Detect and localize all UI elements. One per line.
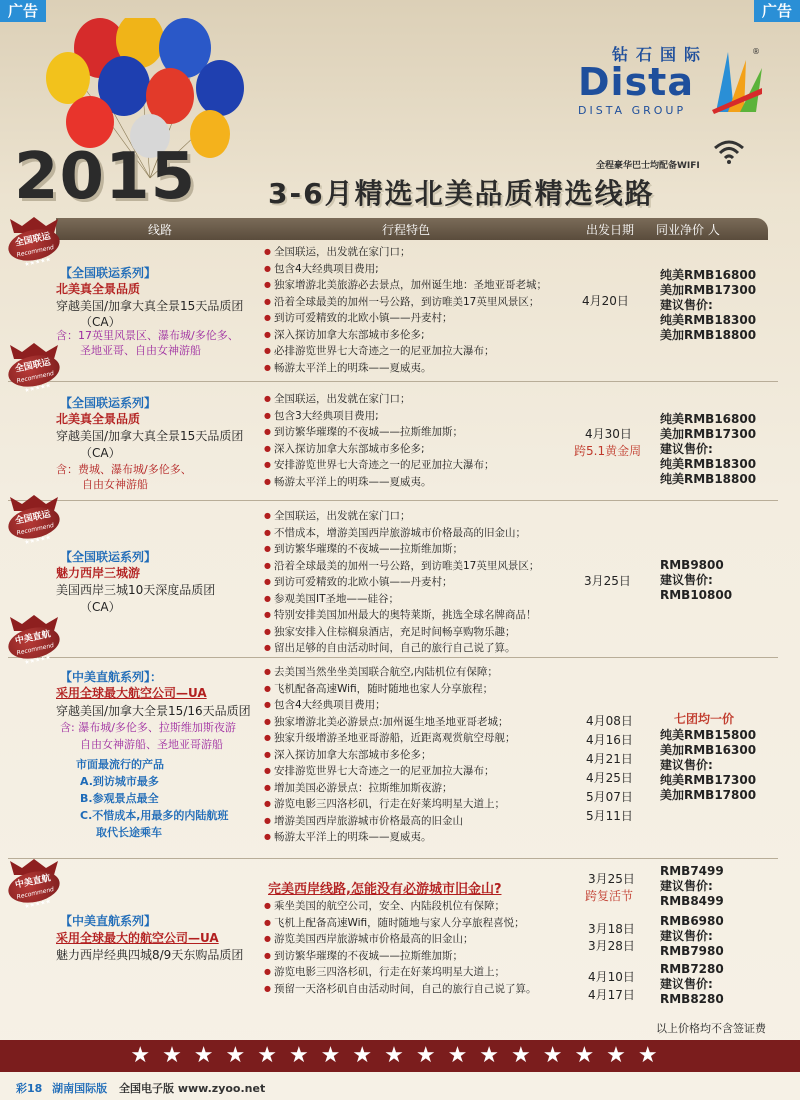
list-item: ● 独家安排入住棕榈泉酒店，充足时间畅享购物乐趣； <box>264 624 539 641</box>
price-line: RMB6980 <box>660 914 724 928</box>
product-name: 北美真全景品质 <box>56 282 141 296</box>
price-line: RMB8499 <box>660 894 724 908</box>
price-block <box>660 558 732 603</box>
list-item: ● 沿着全球最美的加州一号公路，到访唯美17英里风景区； <box>264 558 539 575</box>
badge-national-2 <box>8 342 60 395</box>
list-item: ● 预留一天洛杉矶自由活动时间，自己的旅行自己说了算。 <box>264 981 536 998</box>
price-line: 建议售价: <box>660 298 713 312</box>
list-item: ● 乘坐美国的航空公司，安全、内陆段机位有保障； <box>264 898 536 915</box>
list-item: ● 增加美国必游景点：拉斯维加斯夜游； <box>264 780 515 797</box>
included-items-2: 圣地亚哥、自由女神游船 <box>80 344 201 357</box>
site-link[interactable]: 全国电子版 www.zyoo.net <box>119 1082 266 1095</box>
price-block <box>660 728 756 803</box>
included-items: 含：17英里风景区、瀑布城/多伦多、 <box>56 329 239 342</box>
market-line: 市面最流行的产品 <box>76 758 164 771</box>
list-item: ● 深入探访加拿大东部城市多伦多; <box>264 441 494 458</box>
price-line: 建议售价: <box>660 442 713 456</box>
badge-stars: ★★★★★ <box>23 897 52 911</box>
year-title: 2015 <box>14 140 197 214</box>
date-line: 5月07日 <box>586 790 633 804</box>
list-item: ● 到访繁华璀璨的不夜城——拉斯维加斯； <box>264 541 539 558</box>
list-item: ● 留出足够的自由活动时间，自己的旅行自己说了算。 <box>264 640 539 657</box>
col-itinerary: 行程特色 <box>382 223 431 237</box>
date-line: 4月10日 <box>588 970 635 984</box>
badge-sub: Recommend <box>16 886 55 901</box>
list-item: ● 包含3大经典项目费用; <box>264 408 494 425</box>
price-line: 建议售价: <box>660 977 713 991</box>
date-line: 4月16日 <box>586 733 633 747</box>
series-title: 【全国联运系列】 <box>60 266 157 280</box>
list-item: ● 增游美国西岸旅游城市价格最高的旧金山 <box>264 813 515 830</box>
list-item: ● 全国联运，出发就在家门口； <box>264 391 494 408</box>
date-line: 4月17日 <box>588 988 635 1002</box>
departure-dates <box>586 712 633 826</box>
itinerary-list <box>264 244 547 376</box>
list-item: ● 飞机配备高速Wifi，随时随地也家人分享旅程； <box>264 681 515 698</box>
price-block <box>660 962 724 1007</box>
ad-label-left: 广告 <box>0 0 46 22</box>
price-block <box>660 864 724 909</box>
page-number: 彩18 <box>16 1082 43 1095</box>
product-desc: 穿越美国/加拿大真全景15天品质团 <box>56 429 244 443</box>
badge-sub: Recommend <box>16 522 55 537</box>
list-item: ● 游览美国西岸旅游城市价格最高的旧金山； <box>264 931 536 948</box>
itinerary-list <box>264 508 539 657</box>
market-line: C.不惜成本,用最多的内陆航班 <box>80 809 229 822</box>
divider <box>8 500 778 501</box>
price-line: RMB7280 <box>660 962 724 976</box>
series-title: 【中美直航系列】： <box>60 670 163 684</box>
price-line: 美加RMB17300 <box>660 283 757 297</box>
badge-stars: ★★★★★ <box>23 653 52 667</box>
list-item: ● 独家增游北美必游景点:加州诞生地圣地亚哥老城； <box>264 714 515 731</box>
list-item: ● 到访可爱精致的北欧小镇——丹麦村； <box>264 574 539 591</box>
product-airline: （CA） <box>80 315 121 329</box>
price-line: RMB10800 <box>660 588 733 602</box>
date-line: 3月28日 <box>588 939 635 953</box>
list-item: ● 沿着全球最美的加州一号公路，到访唯美17英里风景区； <box>264 294 547 311</box>
list-item: ● 深入探访加拿大东部城市多伦多; <box>264 327 547 344</box>
product-name: 魅力西岸三城游 <box>56 566 141 580</box>
series-title: 【全国联运系列】 <box>60 396 157 410</box>
logo-mark-icon <box>708 44 764 114</box>
included-items-2: 自由女神游船、圣地亚哥游船 <box>80 738 223 751</box>
badge-stars: ★★★★★ <box>23 381 52 395</box>
included-items: 含: 瀑布城/多伦多、拉斯维加斯夜游 <box>60 721 236 734</box>
date-line: 5月11日 <box>586 809 633 823</box>
included-items: 含：费城、瀑布城/多伦多、 <box>56 463 192 476</box>
list-item: ● 独家升级增游圣地亚哥游船，近距离观赏航空母舰； <box>264 730 515 747</box>
market-line: B.参观景点最全 <box>80 792 159 805</box>
logo-en-text: Dista <box>578 60 694 104</box>
price-line: 建议售价: <box>660 929 713 943</box>
itinerary-list <box>264 391 494 490</box>
ad-label-right: 广告 <box>754 0 800 22</box>
badge-stars: ★★★★★ <box>23 533 52 547</box>
wifi-icon <box>712 138 746 164</box>
list-item: ● 参观美国IT圣地——硅谷； <box>264 591 539 608</box>
series-title: 【全国联运系列】 <box>60 550 157 564</box>
footnote: 以上价格均不含签证费 <box>656 1022 766 1035</box>
date-line: 4月21日 <box>586 752 633 766</box>
list-item: ● 畅游太平洋上的明珠——夏威夷。 <box>264 474 494 491</box>
price-line: 纯美RMB16800 <box>660 268 757 282</box>
price-line: 纯美RMB18800 <box>660 472 757 486</box>
edition-label: 湖南国际版 <box>52 1082 108 1095</box>
col-date: 出发日期 <box>586 223 635 237</box>
list-item: ● 全国联运，出发就在家门口； <box>264 508 539 525</box>
price-line: 美加RMB16300 <box>660 743 757 757</box>
list-item: ● 包含4大经典项目费用； <box>264 697 515 714</box>
list-item: ● 深入探访加拿大东部城市多伦多； <box>264 747 515 764</box>
badge-national-3 <box>8 494 60 547</box>
product-airline: （CA） <box>80 446 121 460</box>
price-line: 建议售价: <box>660 879 713 893</box>
included-items-2: 自由女神游船 <box>82 478 148 491</box>
list-item: ● 到访可爱精致的北欧小镇——丹麦村； <box>264 310 547 327</box>
badge-text: 全国联运 <box>14 509 52 527</box>
badge-sub: Recommend <box>16 642 55 657</box>
date-line: 3月18日 <box>588 922 635 936</box>
product-name: 采用全球最大航空公司—UA <box>56 686 207 700</box>
product-desc: 美国西岸三城10天深度品质团 <box>56 583 216 597</box>
date-note: 跨5.1黄金周 <box>574 444 642 458</box>
product-desc: 穿越美国/加拿大真全景15天品质团 <box>56 299 244 313</box>
product-name: 北美真全景品质 <box>56 412 141 426</box>
divider <box>8 381 778 382</box>
price-line: RMB7499 <box>660 864 724 878</box>
logo-reg-mark: ® <box>752 47 760 56</box>
badge-text: 中美直航 <box>14 873 52 891</box>
badge-sub: Recommend <box>16 244 55 259</box>
price-block <box>660 412 756 487</box>
table-header <box>56 218 768 240</box>
list-item: ● 游览电影三四洛杉矶，行走在好莱坞明星大道上； <box>264 796 515 813</box>
list-item: ● 特别安排美国加州最大的奥特莱斯，挑选全球名牌商品！ <box>264 607 539 624</box>
market-line: 取代长途乘车 <box>96 826 162 839</box>
date-line: 4月08日 <box>586 714 633 728</box>
list-item: ● 安排游览世界七大奇迹之一的尼亚加拉大瀑布； <box>264 763 515 780</box>
feature-title: 完美西岸线路,怎能没有必游城市旧金山? <box>268 882 502 897</box>
price-line: 美加RMB17800 <box>660 788 757 802</box>
badge-national-1 <box>8 216 60 269</box>
departure-date: 3月25日 <box>584 574 631 588</box>
price-block <box>660 268 756 343</box>
divider <box>8 657 778 658</box>
badge-text: 全国联运 <box>14 231 52 249</box>
date-line: 3月25日 <box>588 872 635 886</box>
list-item: ● 独家增游北美旅游必去景点，加州诞生地：圣地亚哥老城； <box>264 277 547 294</box>
badge-text: 全国联运 <box>14 357 52 375</box>
product-airline: （CA） <box>80 600 121 614</box>
price-line: 纯美RMB16800 <box>660 412 757 426</box>
price-line: 建议售价: <box>660 758 713 772</box>
list-item: ● 飞机上配备高速Wifi，随时随地与家人分享旅程喜悦； <box>264 915 536 932</box>
price-line: RMB7980 <box>660 944 724 958</box>
list-item: ● 畅游太平洋上的明珠——夏威夷。 <box>264 829 515 846</box>
logo-sub-text: DISTA GROUP <box>578 104 687 117</box>
product-desc: 魅力西岸经典四城8/9天东购品质团 <box>56 948 244 962</box>
series-title: 【中美直航系列】 <box>60 914 157 928</box>
list-item: ● 必排游览世界七大奇迹之一的尼亚加拉大瀑布； <box>264 343 547 360</box>
list-item: ● 游览电影三四洛杉矶，行走在好莱坞明星大道上； <box>264 964 536 981</box>
product-name: 采用全球最大的航空公司—UA <box>56 931 219 945</box>
col-route: 线路 <box>148 223 173 237</box>
stars-bar: ★★★★★★★★★★★★★★★★★ <box>0 1040 800 1072</box>
itinerary-list <box>264 898 536 997</box>
price-line: 纯美RMB17300 <box>660 773 757 787</box>
headline: 3-6月精选北美品质精选线路 <box>268 177 655 210</box>
price-line: RMB9800 <box>660 558 724 572</box>
dista-logo <box>572 36 772 116</box>
badge-direct-2 <box>8 858 60 911</box>
market-line: A.到访城市最多 <box>80 775 159 788</box>
price-line: 建议售价: <box>660 573 713 587</box>
departure-date: 4月30日 <box>585 427 632 441</box>
price-line: 美加RMB17300 <box>660 427 757 441</box>
list-item: ● 不惜成本，增游美国西岸旅游城市价格最高的旧金山； <box>264 525 539 542</box>
price-line: 美加RMB18800 <box>660 328 757 342</box>
list-item: ● 包含4大经典项目费用; <box>264 261 547 278</box>
badge-text: 中美直航 <box>14 629 52 647</box>
date-line: 4月25日 <box>586 771 633 785</box>
price-line: 纯美RMB18300 <box>660 457 757 471</box>
col-price: 同业净价 人 <box>656 223 720 237</box>
price-line: 纯美RMB18300 <box>660 313 757 327</box>
market-highlights <box>76 756 228 841</box>
price-line: 纯美RMB15800 <box>660 728 757 742</box>
list-item: ● 到访繁华璀璨的不夜城——拉斯维加斯； <box>264 424 494 441</box>
list-item: ● 安排游览世界七大奇迹之一的尼亚加拉大瀑布； <box>264 457 494 474</box>
departure-date: 4月20日 <box>582 294 629 308</box>
list-item: ● 去美国当然坐坐美国联合航空,内陆机位有保障； <box>264 664 515 681</box>
product-desc: 穿越美国/加拿大全景15/16天品质团 <box>56 704 251 718</box>
list-item: ● 畅游太平洋上的明珠——夏威夷。 <box>264 360 547 377</box>
wifi-note: 全程豪华巴士均配备WIFI <box>596 161 700 171</box>
price-line: RMB8280 <box>660 992 724 1006</box>
divider <box>8 858 778 859</box>
badge-direct-1 <box>8 614 60 667</box>
itinerary-list <box>264 664 515 846</box>
logo-cn-text: 钻石国际 <box>612 45 709 64</box>
badge-sub: Recommend <box>16 370 55 385</box>
date-note: 跨复活节 <box>585 889 634 903</box>
page-footer <box>16 1080 265 1096</box>
list-item: ● 到访繁华璀璨的不夜城——拉斯维加斯； <box>264 948 536 965</box>
price-title: 七团均一价 <box>674 712 735 726</box>
badge-stars: ★★★★★ <box>23 255 52 269</box>
price-block <box>660 914 724 959</box>
list-item: ● 全国联运，出发就在家门口； <box>264 244 547 261</box>
